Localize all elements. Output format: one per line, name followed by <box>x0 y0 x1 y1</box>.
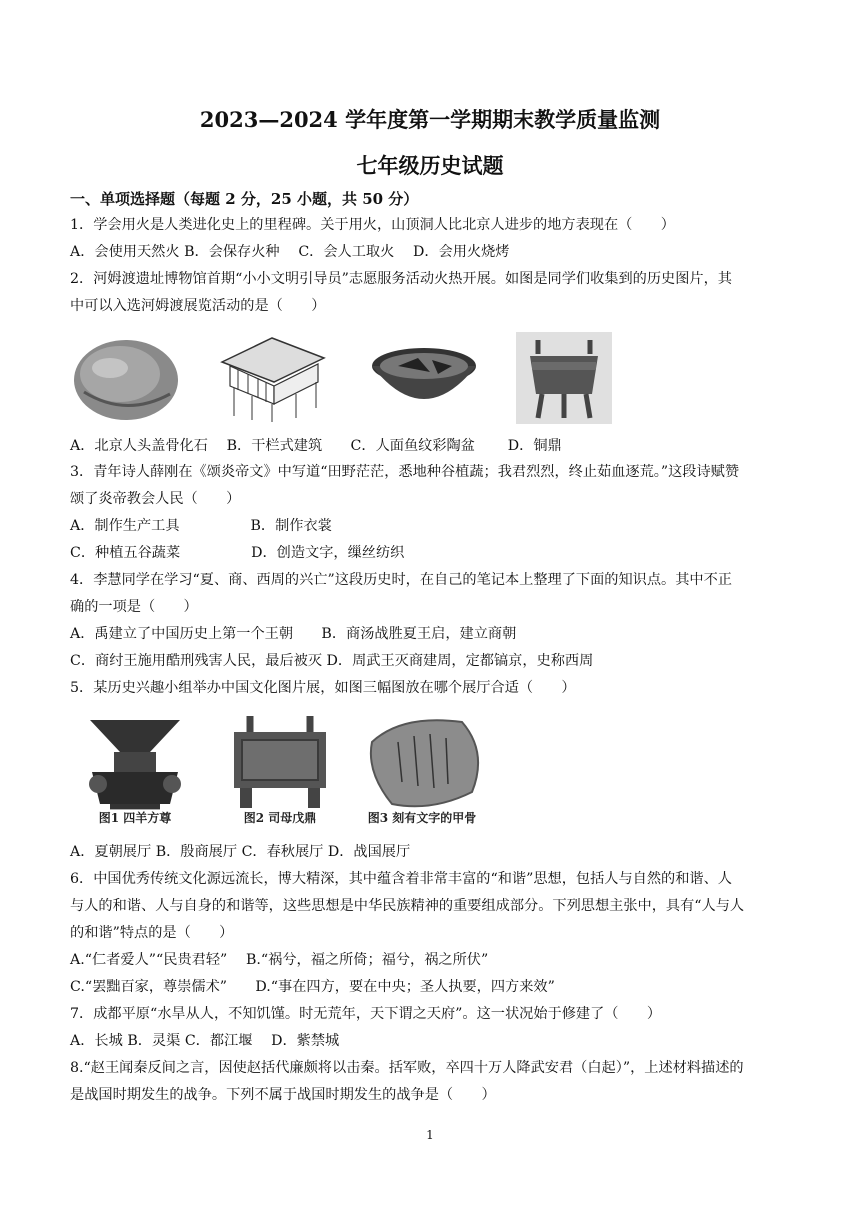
question-line: 中可以入选河姆渡展览活动的是（ ） <box>70 298 326 314</box>
answer-options: A．长城 B．灵渠 C．都江堰 D．紫禁城 <box>70 1033 340 1049</box>
question-line: 4．李慧同学在学习“夏、商、西周的兴亡”这段历史时，在自己的笔记本上整理了下面的知识点。其中不正 <box>70 572 732 588</box>
figure-caption: 图3 刻有文字的甲骨 <box>352 809 492 826</box>
simuwu-ding-image <box>220 712 340 828</box>
exam-subtitle: 七年级历史试题 <box>356 153 504 178</box>
answer-options: C．商纣王施用酷刑残害人民，最后被灭 D．周武王灭商建周，定都镐京，史称西周 <box>70 653 594 669</box>
bronze-ding-image <box>516 332 612 424</box>
answer-options: A．会使用天然火 B．会保存火种 C．会人工取火 D．会用火烧烤 <box>70 244 510 260</box>
question-line: 是战国时期发生的战争。下列不属于战国时期发生的战争是（ ） <box>70 1087 496 1103</box>
answer-options: A．夏朝展厅 B．殷商展厅 C．春秋展厅 D．战国展厅 <box>70 844 411 860</box>
answer-options: A．禹建立了中国历史上第一个王朝 B．商汤战胜夏王启，建立商朝 <box>70 626 517 642</box>
question-line: 5．某历史兴趣小组举办中国文化图片展，如图三幅图放在哪个展厅合适（ ） <box>70 680 576 696</box>
question-line: 3．青年诗人薛刚在《颂炎帝文》中写道“田野茫茫，悉地种谷植蔬；我君烈烈，终止茹血逐荒。”这段诗赋赞 <box>70 464 740 480</box>
question-line: 的和谐”特点的是（ ） <box>70 925 234 941</box>
q2-image-strip <box>70 332 612 424</box>
four-ram-zun-image <box>70 712 200 828</box>
painted-pottery-basin-image <box>368 332 480 424</box>
question-line: 8.“赵王闻秦反间之言，因使赵括代廉颇将以击秦。括军败，卒四十万人降武安君（白起）”，上述材料描述的 <box>70 1060 744 1076</box>
answer-options: A．北京人头盖骨化石 B．干栏式建筑 C．人面鱼纹彩陶盆 D．铜鼎 <box>70 438 562 454</box>
oracle-bone-image <box>352 712 492 828</box>
question-line: 确的一项是（ ） <box>70 599 198 615</box>
stilt-house-image <box>212 332 332 424</box>
question-line: 1．学会用火是人类进化史上的里程碑。关于用火，山顶洞人比北京人进步的地方表现在（ ） <box>70 217 675 233</box>
section-heading: 一、单项选择题（每题 2 分，25 小题，共 50 分） <box>70 190 419 208</box>
exam-title: 2023—2024 学年度第一学期期末教学质量监测 <box>199 107 661 132</box>
answer-options: C．种植五谷蔬菜 D．创造文字，缫丝纺织 <box>70 545 405 561</box>
figure-caption: 图1 四羊方尊 <box>70 809 200 826</box>
answer-options: A.“仁者爱人”“民贵君轻” B.“祸兮，福之所倚；福兮，祸之所伏” <box>70 952 489 968</box>
answer-options: C.“罢黜百家，尊崇儒术” D.“事在四方，要在中央；圣人执要，四方来效” <box>70 979 555 995</box>
question-line: 6．中国优秀传统文化源远流长，博大精深，其中蕴含着非常丰富的“和谐”思想，包括人与自然的和谐、人 <box>70 871 732 887</box>
question-line: 2．河姆渡遗址博物馆首期“小小文明引导员”志愿服务活动火热开展。如图是同学们收集到的历史图片，其 <box>70 271 732 287</box>
page-number: 1 <box>426 1128 434 1142</box>
answer-options: A．制作生产工具 B．制作衣裳 <box>70 518 332 534</box>
question-line: 7．成都平原“水旱从人，不知饥馑。时无荒年，天下谓之天府”。这一状况始于修建了（ ） <box>70 1006 662 1022</box>
question-line: 与人的和谐、人与自身的和谐等，这些思想是中华民族精神的重要组成部分。下列思想主张中，具有“人与人 <box>70 898 745 914</box>
question-line: 颂了炎帝教会人民（ ） <box>70 491 241 507</box>
figure-caption: 图2 司母戊鼎 <box>220 809 340 826</box>
skull-image <box>70 332 182 424</box>
q5-image-strip <box>70 712 492 828</box>
